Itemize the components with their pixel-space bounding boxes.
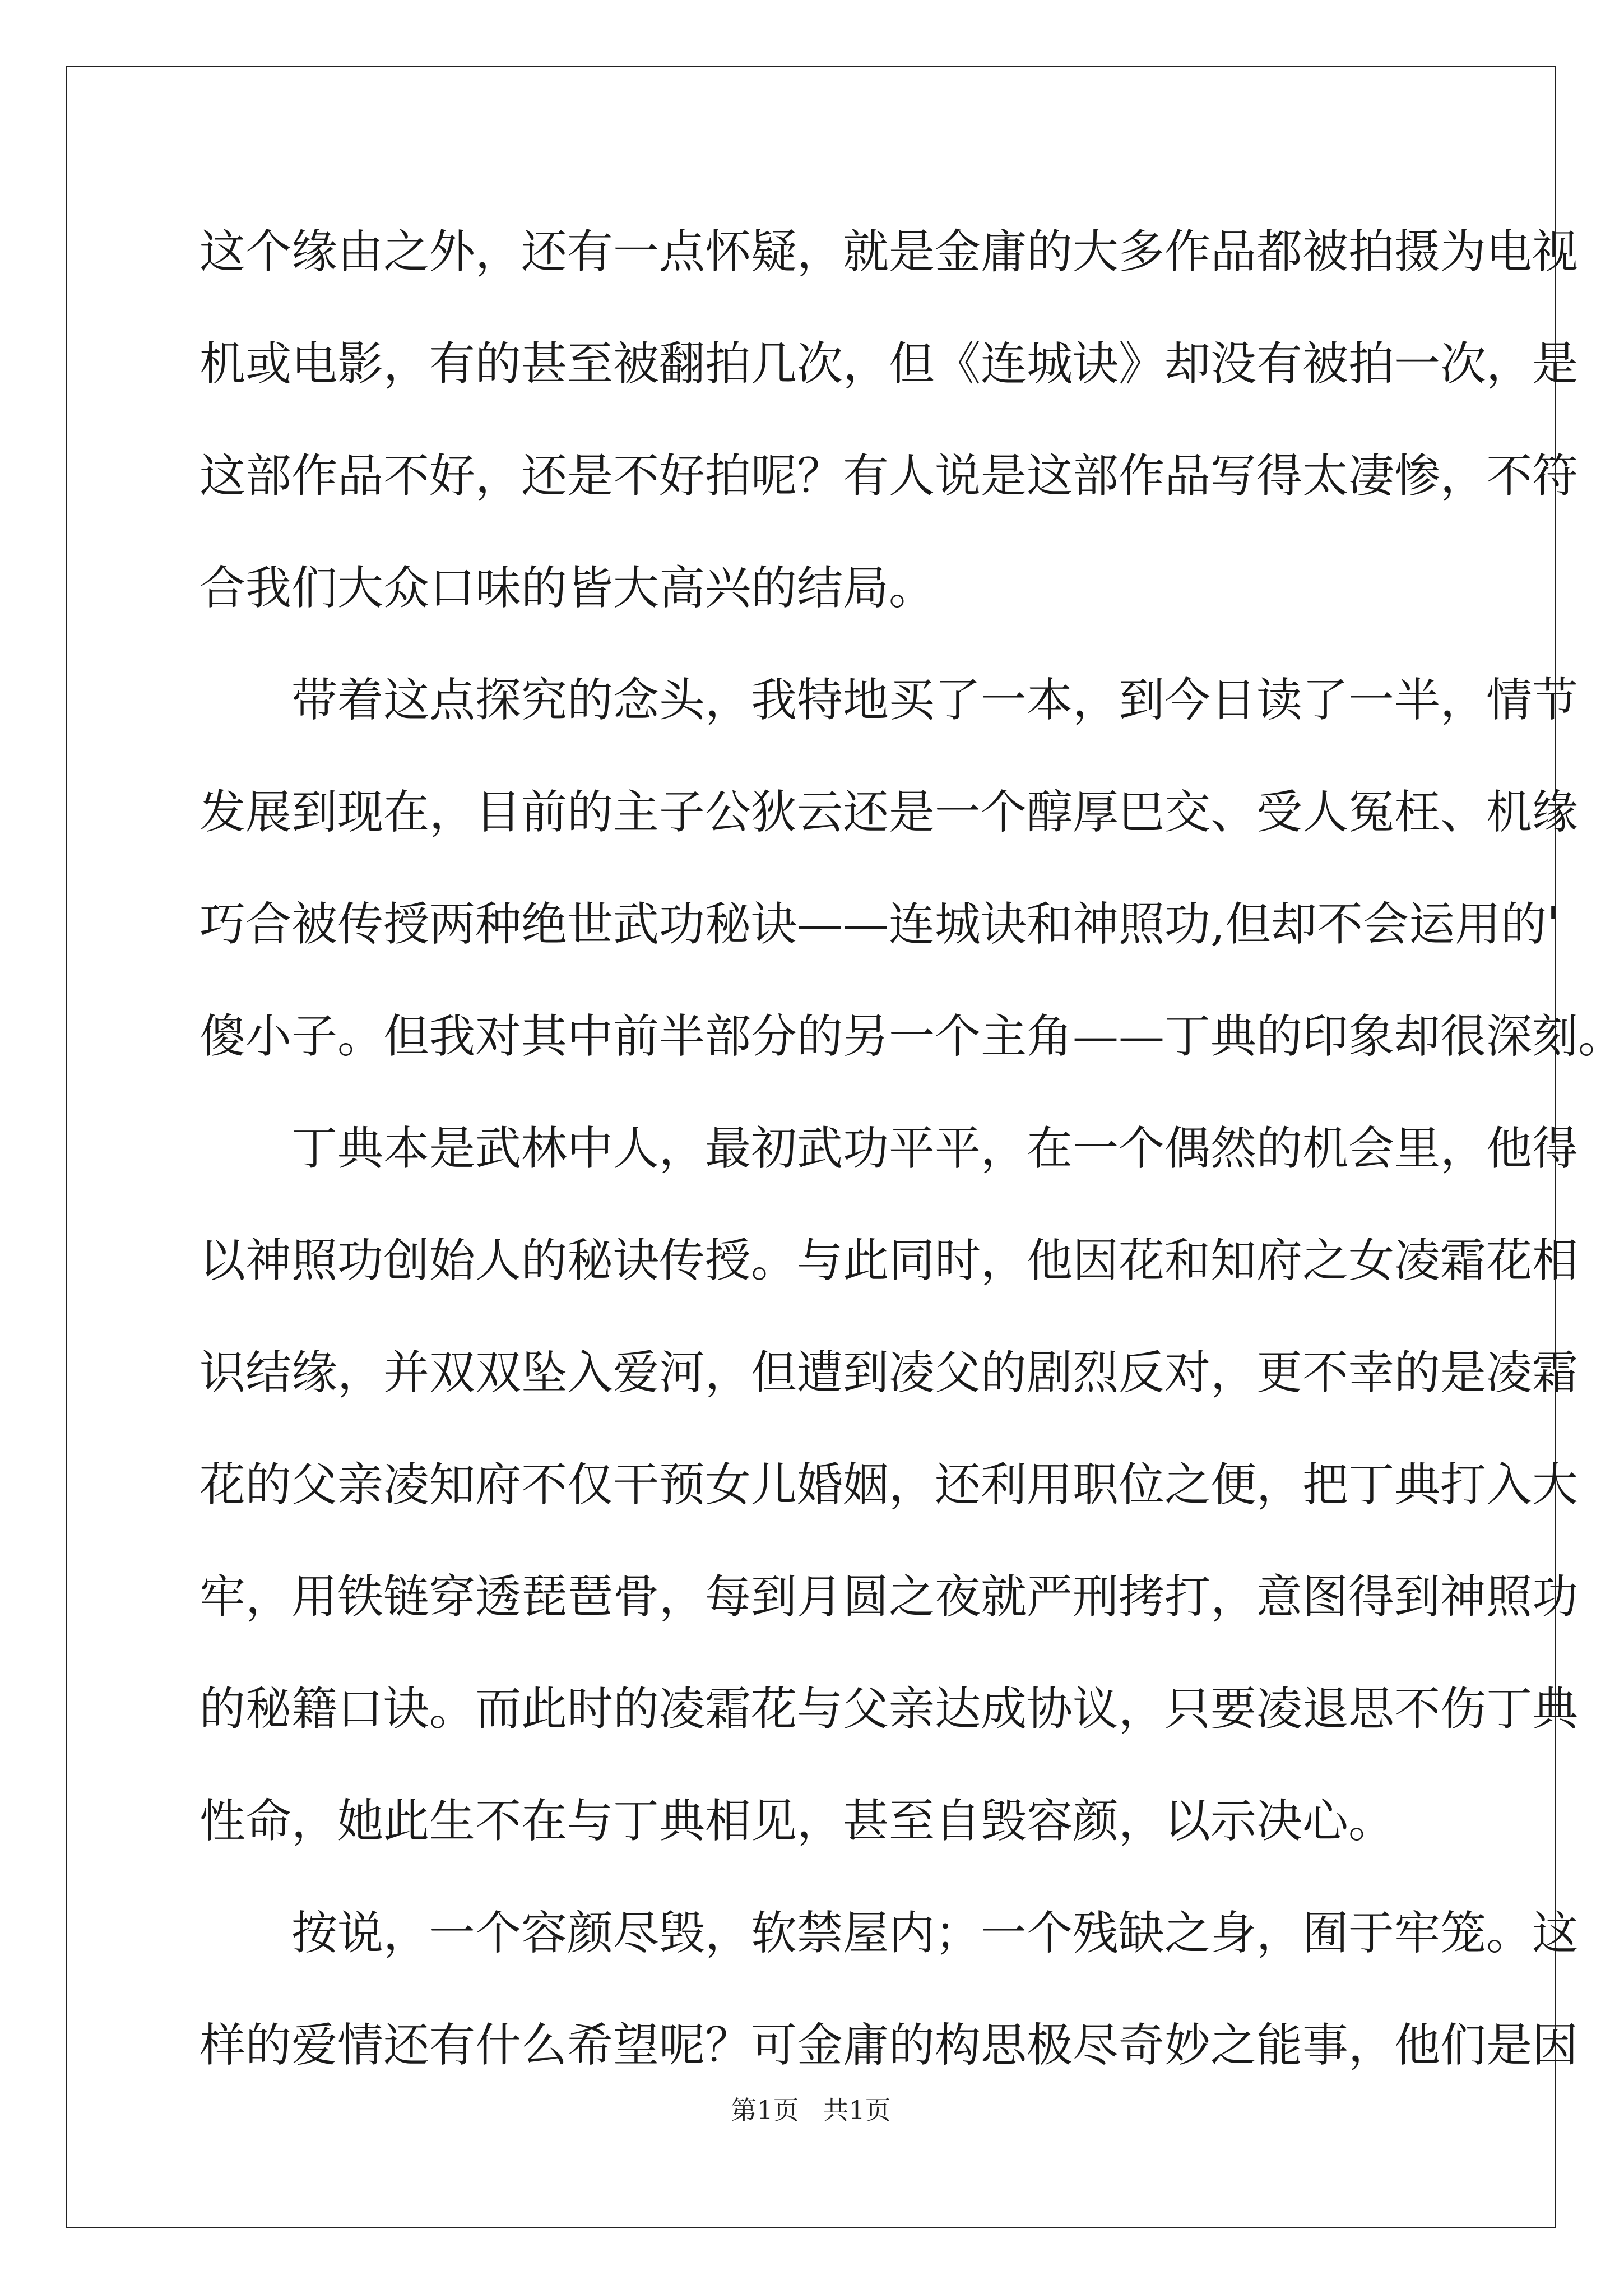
paragraph-start-line: 按说，一个容颜尽毁，软禁屋内；一个残缺之身，囿于牢笼。这 (291, 1907, 1579, 1960)
text-line: 以神照功创始人的秘诀传授。与此同时，他因花和知府之女凌霜花相 (199, 1234, 1579, 1287)
text-line: 的秘籍口诀。而此时的凌霜花与父亲达成协议，只要凌退思不伤丁典 (199, 1683, 1579, 1736)
text-line: 样的爱情还有什么希望呢？可金庸的构思极尽奇妙之能事，他们是因 (199, 2019, 1579, 2072)
document-body (199, 213, 1624, 2119)
paragraph-start-line: 丁典本是武林中人，最初武功平平，在一个偶然的机会里，他得 (291, 1122, 1579, 1175)
text-line: 这个缘由之外，还有一点怀疑，就是金庸的大多作品都被拍摄为电视 (199, 225, 1579, 279)
text-line: 巧合被传授两种绝世武功秘诀——连城诀和神照功,但却不会运用的' (199, 898, 1560, 951)
paragraph-start-line: 带着这点探究的念头，我特地买了一本，到今日读了一半，情节 (291, 674, 1579, 727)
text-line: 花的父亲凌知府不仅干预女儿婚姻，还利用职位之便，把丁典打入大 (199, 1458, 1579, 1512)
text-line: 傻小子。但我对其中前半部分的另一个主角——丁典的印象却很深刻。 (199, 1010, 1624, 1063)
text-line: 性命，她此生不在与丁典相见，甚至自毁容颜，以示决心。 (199, 1795, 1395, 1848)
text-line: 识结缘，并双双坠入爱河，但遭到凌父的剧烈反对，更不幸的是凌霜 (199, 1346, 1579, 1399)
text-line: 机或电影，有的甚至被翻拍几次，但《连城诀》却没有被拍一次，是 (199, 337, 1579, 391)
text-line: 牢，用铁链穿透琵琶骨，每到月圆之夜就严刑拷打，意图得到神照功 (199, 1570, 1579, 1624)
text-line: 合我们大众口味的皆大高兴的结局。 (199, 562, 935, 615)
text-line: 发展到现在，目前的主子公狄云还是一个醇厚巴交、受人冤枉、机缘 (199, 786, 1579, 839)
page-number-total: 共1页 (823, 2095, 891, 2125)
text-line: 这部作品不好，还是不好拍呢？有人说是这部作品写得太凄惨，不符 (199, 449, 1579, 503)
page-number-current: 第1页 (731, 2095, 799, 2125)
page-footer (0, 2093, 1622, 2127)
